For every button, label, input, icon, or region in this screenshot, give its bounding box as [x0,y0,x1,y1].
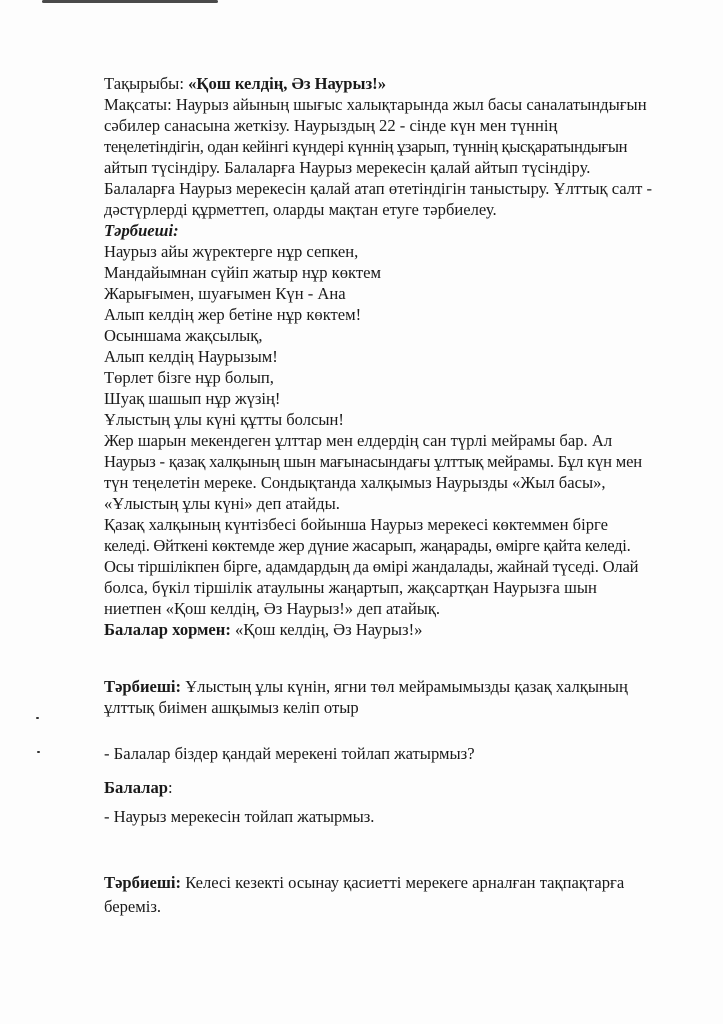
goal-line: айтып түсіндіру. Балаларға Наурыз мерекесін қалай айтып түсіндіру. [104,158,591,177]
goal-line: Балаларға Наурыз мерекесін қалай атап өтетіндігін таныстыру. Ұлттық салт - [104,179,653,198]
poem-line: Мандайымнан сүйіп жатыр нұр көктем [104,263,381,282]
teacher-line-2: ұлттық биімен ашқымыз келіп отыр [104,698,359,717]
topic-title: «Қош келдің, Әз Наурыз!» [188,74,386,93]
answer-line: - Наурыз мерекесін тойлап жатырмыз. [104,807,375,826]
prose-line: болса, бүкіл тіршілік атаулыны жаңартып, жақсартқан Наурызға шын [104,578,597,597]
poem-line: Алып келдің жер бетіне нұр көктем! [104,305,362,324]
topic-label: Тақырыбы: [104,74,189,93]
children-colon: : [168,778,173,797]
teacher-label: Тәрбиеші: [104,873,186,892]
teacher-speech: Ұлыстың ұлы күнін, ягни төл мейрамымызды қазақ халқының [185,677,628,696]
teacher-line-4: береміз. [104,897,162,916]
topic-line [104,73,704,94]
chorus-line [104,619,704,640]
question-line: - Балалар біздер қандай мерекені тойлап жатырмыз? [104,744,475,763]
poem-line: Алып келдің Наурызым! [104,347,278,366]
scan-speck [36,717,39,719]
teacher-label: Тәрбиеші: [104,677,186,696]
children-label: Балалар [104,778,169,797]
poem-line: Ұлыстың ұлы күні құтты болсын! [104,410,344,429]
prose-line: Жер шарын мекендеген ұлттар мен елдердің сан түрлі мейрамы бар. Ал [104,431,613,450]
chorus-label: Балалар хормен: [104,620,235,639]
goal-line: теңелетіндігін, одан кейінгі күндері күннің ұзарып, түннің қысқаратындығын [104,137,628,156]
chorus-text: «Қош келдің, Әз Наурыз!» [235,620,423,639]
prose-line: түн теңелетін мереке. Сондықтанда халқымыз Наурызды «Жыл басы», [104,473,606,492]
poem-line: Наурыз айы жүректерге нұр сепкен, [104,242,359,261]
scan-speck [37,751,40,753]
prose-line: Наурыз - қазақ халқының шын мағынасындағы ұлттық мейрамы. Бұл күн мен [104,452,642,471]
prose-line: «Ұлыстың ұлы күні» деп атайды. [104,494,340,513]
prose-line: Осы тіршілікпен бірге, адамдардың да өмірі жандалады, жайнай түседі. Олай [104,557,639,576]
prose-line: ниетпен «Қош келдің, Әз Наурыз!» деп атайық. [104,599,441,618]
goal-line: сәбилер санасына жеткізу. Наурыздың 22 - сінде күн мен түннің [104,116,558,135]
teacher-line-1 [104,676,628,697]
poem-line: Шуақ шашып нұр жүзің! [104,389,281,408]
goal-line: дәстүрлерді құрметтеп, оларды мақтан етуге тәрбиелеу. [104,200,497,219]
teacher-speech: Келесі кезекті осынау қасиетті мерекеге арналған тақпақтарға [185,873,625,892]
prose-line: Қазақ халқының күнтізбесі бойынша Наурыз мерекесі көктеммен бірге [104,515,608,534]
children-heading [104,777,173,798]
poem-line: Осыншама жақсылық, [104,326,263,345]
scan-artifact-bar [42,0,218,3]
poem-line: Жарығымен, шуағымен Күн - Ана [104,284,346,303]
goal-line: Мақсаты: Наурыз айының шығыс халықтарында жыл басы саналатындығын [104,95,647,114]
teacher-line-3 [104,872,624,893]
document-body [104,73,704,640]
teacher-heading: Тәрбиеші: [104,221,179,240]
prose-line: келеді. Өйткені көктемде жер дүние жасарып, жаңарады, өмірге қайта келеді. [104,536,631,555]
poem-line: Төрлет бізге нұр болып, [104,368,274,387]
